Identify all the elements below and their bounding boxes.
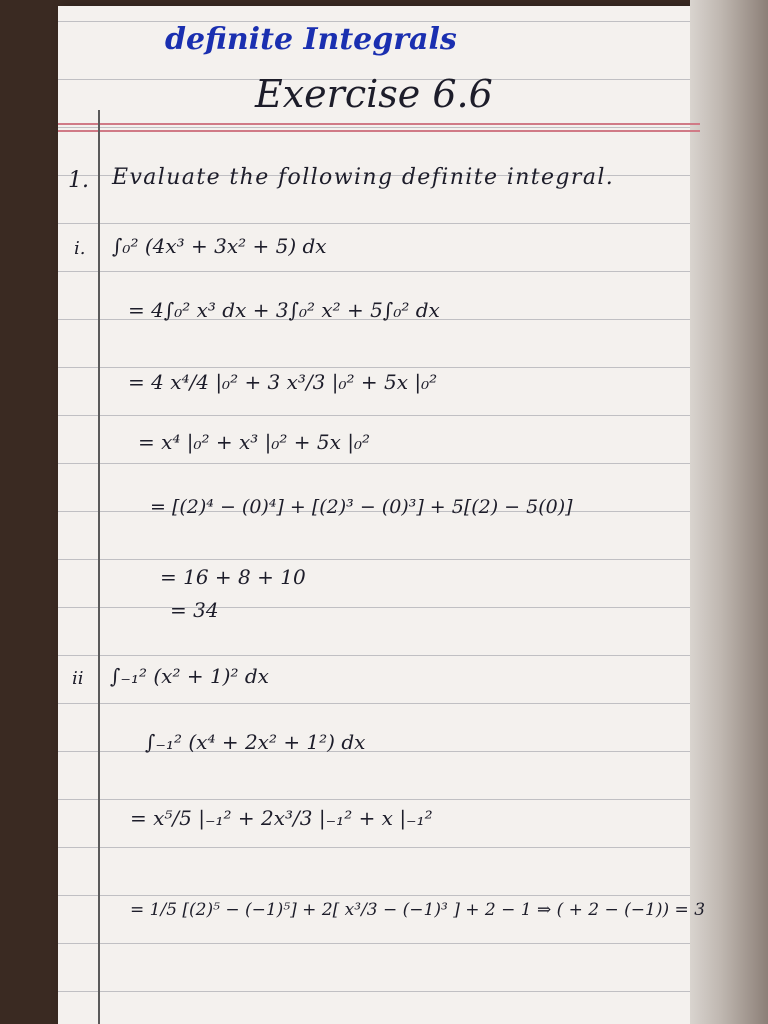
- part1-step3: = x⁴ |₀² + x³ |₀² + 5x |₀²: [138, 430, 371, 454]
- part2-step3: = 1/5 [(2)⁵ − (−1)⁵] + 2[ x³/3 − (−1)³ ] + 2 − 1 ⇒ ( + 2 − (−1)) = 3: [130, 900, 706, 920]
- part1-integral: ∫₀² (4x³ + 3x² + 5) dx: [112, 234, 327, 258]
- part2-step1: ∫₋₁² (x⁴ + 2x² + 1²) dx: [145, 730, 366, 754]
- part2-step2: = x⁵/5 |₋₁² + 2x³/3 |₋₁² + x |₋₁²: [130, 806, 433, 830]
- part2-integral: ∫₋₁² (x² + 1)² dx: [110, 664, 269, 688]
- part1-step2: = 4 x⁴/4 |₀² + 3 x³/3 |₀² + 5x |₀²: [128, 370, 438, 394]
- part2-label: ii: [72, 668, 84, 689]
- question-number: 1.: [68, 168, 89, 193]
- paper-edge: [690, 0, 768, 1024]
- question-statement: Evaluate the following definite integral.: [112, 165, 615, 190]
- part1-step4: = [(2)⁴ − (0)⁴] + [(2)³ − (0)³] + 5[(2) − 5(0)]: [150, 496, 573, 518]
- part1-step6: = 34: [170, 598, 219, 622]
- part1-step5: = 16 + 8 + 10: [160, 565, 306, 589]
- part1-step1: = 4∫₀² x³ dx + 3∫₀² x² + 5∫₀² dx: [128, 298, 440, 322]
- header-rule: [58, 123, 700, 125]
- header-rule: [58, 130, 700, 132]
- part1-label: i.: [74, 238, 86, 259]
- margin-line: [98, 110, 100, 1024]
- exercise-title: Exercise 6.6: [255, 72, 493, 116]
- topic-title: definite Integrals: [165, 22, 457, 57]
